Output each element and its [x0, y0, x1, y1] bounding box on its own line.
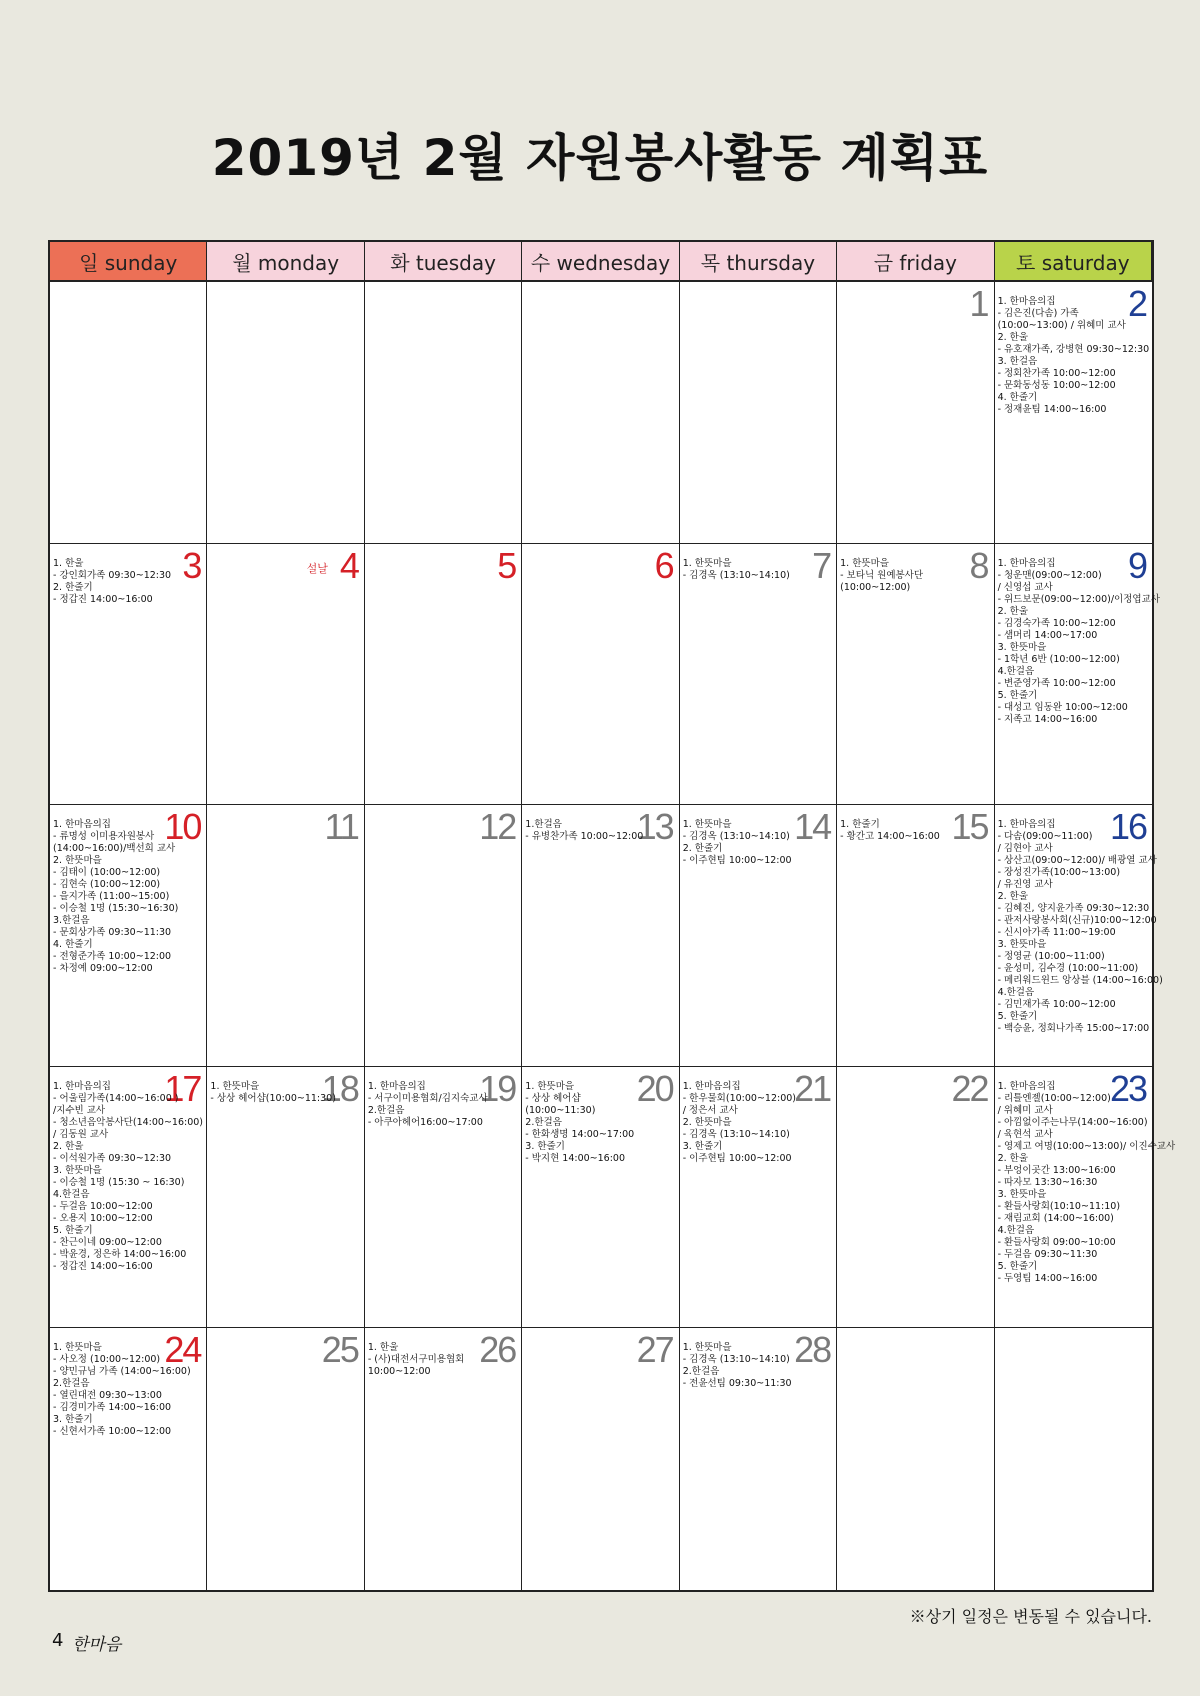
event-line: - 이승철 1명 (15:30~16:30)	[53, 903, 179, 915]
event-line: - 사오정 (10:00~12:00)	[53, 1354, 161, 1366]
event-line: / 육현석 교사	[997, 1128, 1053, 1140]
day-number: 10	[164, 806, 201, 848]
calendar-cell	[365, 1067, 522, 1329]
weekday-header: 토 saturday	[995, 242, 1152, 282]
event-line: / 정은서 교사	[682, 1104, 738, 1116]
event-line: (10:00~11:30)	[525, 1104, 596, 1116]
event-line: - 김경옥 (13:10~14:10)	[682, 1128, 790, 1140]
event-line: - 두걸음 09:30~11:30	[997, 1248, 1098, 1260]
event-line: - 박윤경, 정은하 14:00~16:00	[53, 1248, 187, 1260]
event-line: 1. 한뜻마을	[210, 1080, 260, 1092]
day-number: 9	[1127, 544, 1146, 586]
event-line: - 정회찬가족 10:00~12:00	[997, 368, 1116, 379]
event-line: / 신영섭 교사	[997, 581, 1053, 593]
event-line: (14:00~16:00)/백선희 교사	[53, 843, 176, 855]
calendar-cell	[365, 544, 522, 806]
event-line: - 차정예 09:00~12:00	[53, 963, 153, 975]
calendar-cell	[207, 282, 364, 544]
event-list	[998, 296, 1150, 416]
calendar-cell	[207, 1328, 364, 1590]
event-line: - 관저사랑봉사회(신규)10:00~12:00	[997, 915, 1157, 927]
event-line: 3. 한뜻마을	[997, 1188, 1047, 1200]
day-number: 15	[951, 806, 988, 848]
event-list	[53, 819, 204, 975]
event-line: 3. 한뜻마을	[997, 641, 1047, 653]
event-line: - 청소년음악봉사단(14:00~16:00)	[53, 1116, 203, 1128]
event-list	[683, 819, 834, 867]
event-list	[683, 1342, 834, 1390]
day-number: 11	[324, 806, 358, 848]
event-line: - 샘머리 14:00~17:00	[997, 629, 1098, 641]
event-line: - 이승철 1명 (15:30 ~ 16:30)	[53, 1176, 185, 1188]
event-line: 2. 한울	[997, 605, 1029, 617]
day-number: 12	[479, 806, 516, 848]
event-line: 2. 한울	[997, 1152, 1029, 1164]
weekday-header: 월 monday	[207, 242, 364, 282]
event-line: - 한우물회(10:00~12:00)	[682, 1092, 796, 1104]
page-title: 2019년 2월 자원봉사활동 계획표	[211, 129, 989, 187]
event-line: - 김경옥 (13:10~14:10)	[682, 1354, 790, 1366]
event-line: 5. 한줄기	[997, 1260, 1038, 1272]
event-line: 1. 한줄기	[840, 819, 880, 831]
calendar-cell	[207, 1067, 364, 1329]
event-list	[368, 1342, 519, 1378]
event-line: 1. 한마음의집	[997, 557, 1056, 569]
event-line: 1. 한마음의집	[53, 1080, 111, 1092]
weekday-header: 일 sunday	[50, 242, 207, 282]
day-number: 20	[636, 1067, 673, 1109]
calendar-cell	[680, 1067, 837, 1329]
event-line: - 상산고(09:00~12:00)/ 배광열 교사	[997, 855, 1157, 867]
day-number: 18	[321, 1067, 358, 1109]
event-line: - 강인회가족 09:30~12:30	[53, 569, 172, 581]
event-line: - 아낌없이주는나무(14:00~16:00)	[997, 1116, 1148, 1128]
day-number: 3	[182, 544, 201, 586]
event-line: - 김경옥 (13:10~14:10)	[682, 569, 790, 581]
event-line: - 두걸음 10:00~12:00	[53, 1200, 153, 1212]
event-line: - 백승윤, 정회나가족 15:00~17:00	[997, 1023, 1150, 1035]
event-line: - 재림교회 (14:00~16:00)	[997, 1212, 1114, 1224]
day-number: 1	[969, 283, 988, 324]
calendar-cell	[522, 544, 679, 806]
calendar-cell	[522, 1067, 679, 1329]
event-line: - 박지현 14:00~16:00	[525, 1152, 625, 1164]
event-line: / 위혜미 교사	[997, 1104, 1053, 1116]
calendar-cell	[50, 282, 207, 544]
event-line: - 리틀엔젤(10:00~12:00)	[997, 1092, 1111, 1104]
event-line: 1. 한마음의집	[682, 1080, 741, 1092]
event-list	[840, 558, 991, 594]
event-line: - 두영팀 14:00~16:00	[997, 1272, 1098, 1284]
day-number: 21	[794, 1067, 831, 1109]
event-list	[368, 1081, 519, 1129]
event-line: - 1학년 6반 (10:00~12:00)	[997, 653, 1120, 665]
event-line: - 상상 헤어샵	[525, 1092, 581, 1104]
day-number: 23	[1109, 1067, 1146, 1109]
event-list	[683, 1081, 834, 1165]
event-line: 1. 한뜻마을	[525, 1080, 575, 1092]
event-line: 1. 한마음의집	[367, 1080, 426, 1092]
event-line: - 정갑진 14:00~16:00	[53, 593, 153, 605]
event-line: 1. 한마음의집	[997, 296, 1056, 307]
calendar-cell	[837, 1328, 994, 1590]
calendar-cell	[995, 282, 1152, 544]
event-line: 2. 한줄기	[682, 843, 723, 855]
day-number: 24	[164, 1329, 201, 1371]
day-number: 28	[794, 1329, 831, 1371]
calendar-cell	[680, 805, 837, 1067]
event-line: 2. 한뜻마을	[53, 855, 102, 867]
event-line: 2. 한울	[997, 332, 1029, 343]
day-number: 6	[654, 544, 673, 586]
calendar-grid	[48, 240, 1176, 1592]
day-number: 14	[794, 806, 831, 848]
calendar-cell	[995, 805, 1163, 1067]
calendar-cell	[522, 805, 679, 1067]
event-line: - 김경숙가족 10:00~12:00	[997, 617, 1116, 629]
calendar-cell	[995, 544, 1160, 806]
day-number: 5	[497, 544, 516, 586]
event-line: - 김경미가족 14:00~16:00	[53, 1402, 172, 1414]
event-line: - (사)대전서구미용협회	[367, 1354, 465, 1366]
event-line: 2. 한뜻마을	[682, 1116, 732, 1128]
event-line: - 메리워드윈드 앙상블 (14:00~16:00)	[997, 975, 1163, 987]
event-line: - 김민재가족 10:00~12:00	[997, 999, 1116, 1011]
event-line: - 신현서가족 10:00~12:00	[53, 1426, 172, 1438]
event-line: /지수빈 교사	[53, 1104, 106, 1116]
day-number: 2	[1127, 283, 1146, 324]
event-line: 2.한걸음	[53, 1378, 90, 1390]
event-line: 4.한걸음	[53, 1188, 90, 1200]
event-line: - 김혜진, 양지윤가족 09:30~12:30	[997, 903, 1150, 915]
event-line: - 서구이미용협회/김지숙교사	[367, 1092, 488, 1104]
event-line: - 청운맨(09:00~12:00)	[997, 569, 1102, 581]
weekday-header: 금 friday	[837, 242, 994, 282]
calendar-cell	[50, 544, 207, 806]
event-line: 1. 한뜻마을	[682, 819, 732, 831]
event-list	[997, 557, 1160, 726]
day-number: 8	[969, 544, 988, 586]
day-number: 27	[636, 1329, 673, 1371]
event-line: - 위드보문(09:00~12:00)/이정엽교사	[997, 593, 1160, 605]
event-list	[997, 1080, 1176, 1285]
event-line: - 전형준가족 10:00~12:00	[53, 951, 172, 963]
calendar-cell	[365, 282, 522, 544]
calendar-cell	[837, 544, 994, 806]
event-line: - 환들사랑회 09:00~10:00	[997, 1236, 1116, 1248]
event-line: 10:00~12:00	[367, 1366, 431, 1378]
event-line: - 따자모 13:30~16:30	[997, 1176, 1098, 1188]
event-line: 1. 한뜻마을	[840, 557, 889, 569]
event-line: - 영제고 여명(10:00~13:00)/ 이진수교사	[997, 1140, 1176, 1152]
event-line: - 한화생명 14:00~17:00	[525, 1128, 635, 1140]
calendar-cell	[522, 1328, 679, 1590]
calendar-cell	[837, 282, 994, 544]
calendar-cell	[207, 544, 364, 806]
event-line: - 부엉이곳간 13:00~16:00	[997, 1164, 1116, 1176]
weekday-header: 수 wednesday	[522, 242, 679, 282]
event-line: 5. 한줄기	[997, 1011, 1038, 1023]
event-line: - 유병찬가족 10:00~12:00	[525, 831, 644, 843]
event-line: - 정재윤팀 14:00~16:00	[997, 404, 1107, 415]
event-line: - 양민규님 가족 (14:00~16:00)	[53, 1366, 191, 1378]
event-line: - 을지가족 (11:00~15:00)	[53, 891, 170, 903]
event-line: 1. 한마음의집	[53, 819, 111, 831]
day-number: 25	[321, 1329, 358, 1371]
page-number: 4	[52, 1630, 64, 1651]
day-number: 4	[339, 544, 358, 586]
event-list	[53, 1081, 204, 1273]
event-line: - 류명성 이미용자원봉사	[53, 831, 155, 843]
event-line: - 장성진가족(10:00~13:00)	[997, 867, 1121, 879]
event-line: 4.한걸음	[997, 1224, 1035, 1236]
event-line: 1. 한울	[367, 1342, 399, 1354]
event-line: 1.한걸음	[525, 819, 562, 831]
calendar-cell	[837, 805, 994, 1067]
event-line: 2.한걸음	[367, 1104, 405, 1116]
event-line: (10:00~13:00) / 위혜미 교사	[997, 320, 1126, 331]
event-line: 3. 한줄기	[53, 1414, 93, 1426]
day-number: 13	[636, 806, 673, 848]
event-line: 5. 한줄기	[53, 1224, 93, 1236]
event-list	[840, 819, 991, 843]
event-line: - 상상 헤어샵(10:00~11:30)	[210, 1092, 336, 1104]
event-line: 2.한걸음	[525, 1116, 562, 1128]
event-line: 2. 한울	[997, 891, 1029, 903]
event-line: 3. 한걸음	[997, 356, 1038, 367]
event-line: 3. 한줄기	[682, 1140, 723, 1152]
event-line: - 윤성미, 김수경 (10:00~11:00)	[997, 963, 1139, 975]
event-line: - 신시아가족 11:00~19:00	[997, 927, 1116, 939]
event-line: - 이주현팀 10:00~12:00	[682, 855, 792, 867]
event-line: - 찬근이네 09:00~12:00	[53, 1236, 162, 1248]
event-line: - 유호재가족, 강병현 09:30~12:30	[997, 344, 1150, 355]
holiday-label: 설날	[306, 561, 328, 575]
event-list	[210, 1081, 361, 1105]
event-list	[683, 558, 834, 582]
event-line: / 김동원 교사	[53, 1128, 109, 1140]
day-number: 16	[1109, 806, 1146, 848]
event-line: 4.한걸음	[997, 987, 1035, 999]
event-line: 1. 한마음의집	[997, 1080, 1056, 1092]
event-list	[53, 558, 204, 606]
day-number: 19	[479, 1067, 516, 1109]
event-line: - 김현숙 (10:00~12:00)	[53, 879, 161, 891]
event-line: - 이석원가족 09:30~12:30	[53, 1152, 172, 1164]
event-line: - 오용지 10:00~12:00	[53, 1212, 153, 1224]
event-line: - 어울림가족(14:00~16:00 )	[53, 1092, 179, 1104]
event-line: 1. 한마음의집	[997, 819, 1056, 831]
footnote: ※상기 일정은 변동될 수 있습니다.	[909, 1607, 1152, 1626]
event-line: - 문회상가족 09:30~11:30	[53, 927, 172, 939]
calendar-cell	[50, 1067, 207, 1329]
calendar-cell	[680, 544, 837, 806]
event-line: 1. 한뜻마을	[53, 1342, 102, 1354]
event-line: 2.한걸음	[682, 1366, 720, 1378]
event-line: - 지족고 14:00~16:00	[997, 713, 1098, 725]
event-line: - 아쿠아헤어16:00~17:00	[367, 1116, 483, 1128]
calendar-cell	[207, 805, 364, 1067]
calendar-cell	[680, 282, 837, 544]
event-line: 1. 한뜻마을	[682, 1342, 732, 1354]
event-line: 3.한걸음	[53, 915, 90, 927]
event-line: 2. 한줄기	[53, 581, 93, 593]
event-line: - 황간고 14:00~16:00	[840, 831, 940, 843]
event-line: - 김경옥 (13:10~14:10)	[682, 831, 790, 843]
event-line: 1. 한울	[53, 557, 84, 569]
event-line: - 이주현팀 10:00~12:00	[682, 1152, 792, 1164]
event-line: - 환들사랑회(10:10~11:10)	[997, 1200, 1121, 1212]
event-line: 1. 한뜻마을	[682, 557, 732, 569]
event-line: - 김은진(다솜) 가족	[997, 308, 1079, 319]
event-line: / 유진영 교사	[997, 879, 1053, 891]
event-list	[53, 1342, 204, 1438]
event-line: 4. 한줄기	[997, 392, 1038, 403]
event-line: 3. 한뜻마을	[53, 1164, 102, 1176]
event-line: - 정갑진 14:00~16:00	[53, 1260, 153, 1272]
event-list	[525, 1081, 676, 1165]
event-line: 3. 한뜻마을	[997, 939, 1047, 951]
event-line: - 전윤선팀 09:30~11:30	[682, 1378, 792, 1390]
page-brand: 한마음	[72, 1635, 122, 1655]
event-line: / 김현아 교사	[997, 843, 1053, 855]
event-line: - 대성고 임동완 10:00~12:00	[997, 701, 1128, 713]
event-line: 4.한걸음	[997, 665, 1035, 677]
weekday-header: 목 thursday	[680, 242, 837, 282]
weekday-header: 화 tuesday	[365, 242, 522, 282]
day-number: 17	[164, 1067, 201, 1109]
calendar-cell	[365, 805, 522, 1067]
calendar-cell	[50, 805, 207, 1067]
event-line: - 열린대전 09:30~13:00	[53, 1390, 162, 1402]
event-line: - 변준영가족 10:00~12:00	[997, 677, 1116, 689]
calendar-cell	[50, 1328, 207, 1590]
event-line: (10:00~12:00)	[840, 581, 911, 593]
event-line: 5. 한줄기	[997, 689, 1038, 701]
event-line: - 김태이 (10:00~12:00)	[53, 867, 161, 879]
calendar-cell	[995, 1067, 1176, 1329]
event-list	[997, 819, 1163, 1035]
day-number: 22	[951, 1067, 988, 1109]
event-line: - 정영균 (10:00~11:00)	[997, 951, 1105, 963]
event-line: - 문화동성동 10:00~12:00	[997, 380, 1116, 391]
event-line: 2. 한울	[53, 1140, 84, 1152]
day-number: 26	[479, 1329, 516, 1371]
calendar-cell	[365, 1328, 522, 1590]
event-list	[525, 819, 676, 843]
day-number: 7	[812, 544, 831, 586]
calendar-cell	[680, 1328, 837, 1590]
event-line: - 다솜(09:00~11:00)	[997, 831, 1093, 843]
calendar-cell	[522, 282, 679, 544]
calendar-cell	[837, 1067, 994, 1329]
event-line: 3. 한줄기	[525, 1140, 565, 1152]
calendar-cell	[995, 1328, 1152, 1590]
event-line: 4. 한줄기	[53, 939, 93, 951]
event-line: - 보타닉 원예봉사단	[840, 569, 924, 581]
